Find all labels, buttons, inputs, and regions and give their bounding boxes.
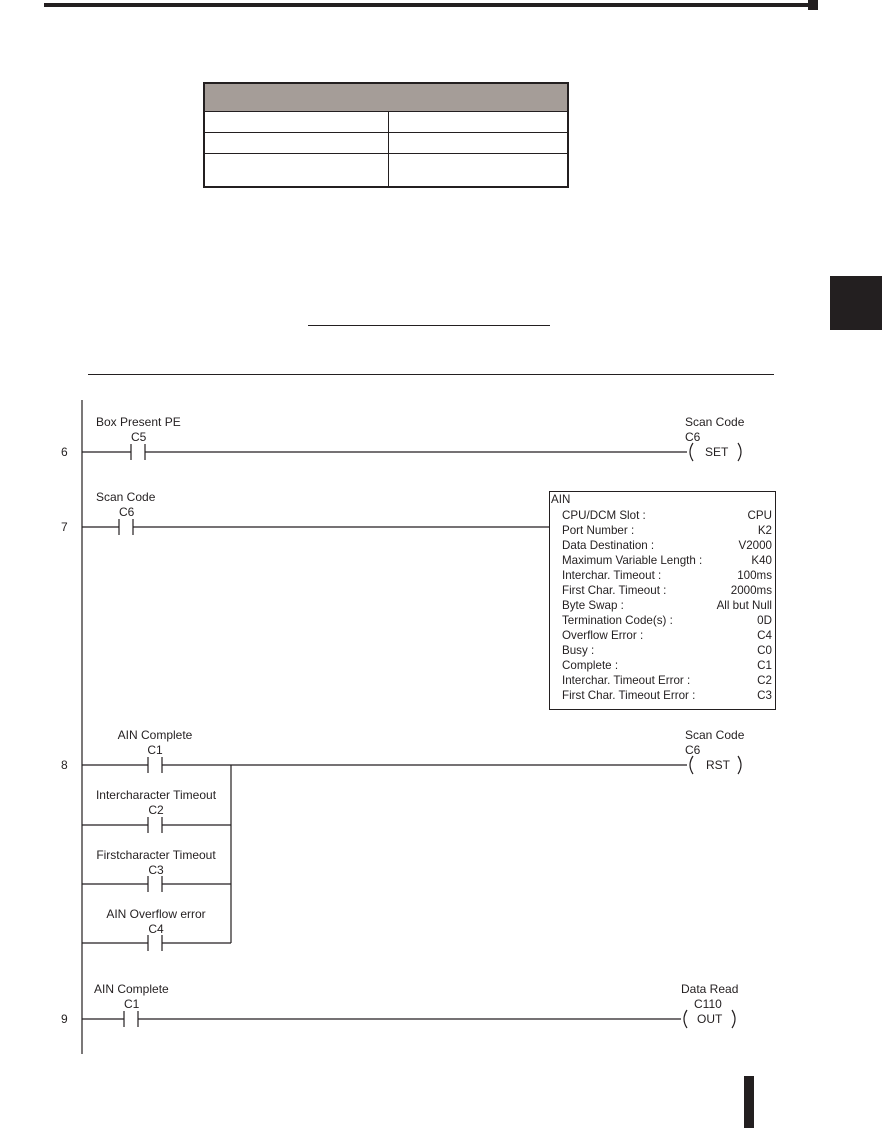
- contact-address: C4: [148, 922, 164, 936]
- ain-param-row: [562, 673, 772, 688]
- rung-number: 8: [61, 758, 68, 772]
- ain-param-row: [562, 658, 772, 673]
- ain-param-value: 2000ms: [730, 584, 772, 597]
- rung-number: 6: [61, 445, 68, 459]
- ain-param-label: Data Destination :: [562, 539, 655, 552]
- ain-param-value: K40: [751, 554, 772, 567]
- rung-number: 9: [61, 1012, 68, 1026]
- contact-address: C3: [148, 863, 164, 877]
- contact-label: Firstcharacter Timeout: [96, 848, 216, 862]
- ain-param-value: C4: [757, 629, 772, 642]
- ain-param-label: Byte Swap :: [562, 599, 624, 612]
- ain-param-value: C3: [757, 689, 772, 702]
- coil-label: Scan Code: [685, 415, 745, 429]
- coil-label: Scan Code: [685, 728, 745, 742]
- ain-param-label: Termination Code(s) :: [562, 614, 673, 627]
- contact-label: AIN Complete: [117, 728, 193, 742]
- ain-param-row: [562, 553, 772, 568]
- ain-param-label: Port Number :: [562, 524, 635, 537]
- ain-param-value: 100ms: [737, 569, 772, 582]
- contact-label: Scan Code: [96, 490, 156, 504]
- coil-rst: [690, 756, 693, 774]
- ain-param-value: CPU: [747, 509, 772, 522]
- coil-label: Data Read: [681, 982, 739, 996]
- coil-out: [684, 1010, 687, 1028]
- ain-param-value: V2000: [738, 539, 772, 552]
- ain-param-value: C0: [757, 644, 772, 657]
- contact-address: C5: [131, 430, 147, 444]
- ain-param-label: Complete :: [562, 659, 619, 672]
- ain-param-value: K2: [757, 524, 772, 537]
- contact-label: AIN Overflow error: [106, 907, 206, 921]
- ain-param-row: [562, 568, 772, 583]
- ain-param-label: Overflow Error :: [562, 629, 644, 642]
- ain-param-label: First Char. Timeout :: [562, 584, 667, 597]
- contact-address: C1: [124, 997, 140, 1011]
- ain-param-row: [562, 613, 772, 628]
- rung-number: 7: [61, 520, 68, 534]
- contact-label: Box Present PE: [96, 415, 181, 429]
- contact-address: C2: [148, 803, 164, 817]
- ain-param-value: 0D: [757, 614, 772, 627]
- contact-address: C6: [119, 505, 135, 519]
- coil-instruction: OUT: [697, 1012, 723, 1026]
- contact-address: C1: [147, 743, 163, 757]
- ain-param-row: [562, 628, 772, 643]
- ain-param-label: Maximum Variable Length :: [562, 554, 703, 567]
- coil-instruction: SET: [705, 445, 729, 459]
- coil-instruction: RST: [706, 758, 730, 772]
- ain-param-value: All but Null: [716, 599, 772, 612]
- ain-param-row: [562, 538, 772, 553]
- coil-address: C6: [685, 430, 701, 444]
- ain-param-value: C2: [757, 674, 772, 687]
- ain-param-row: [562, 508, 772, 523]
- ain-param-label: Busy :: [562, 644, 595, 657]
- contact-label: Intercharacter Timeout: [95, 788, 217, 802]
- ain-param-row: [562, 523, 772, 538]
- ain-param-row: [562, 598, 772, 613]
- coil-address: C110: [694, 997, 722, 1011]
- ain-title: AIN: [551, 493, 571, 506]
- coil-address: C6: [685, 743, 701, 757]
- ain-param-label: First Char. Timeout Error :: [562, 689, 696, 702]
- ain-param-value: C1: [757, 659, 772, 672]
- ain-param-row: [562, 583, 772, 598]
- ain-param-label: Interchar. Timeout :: [562, 569, 662, 582]
- ain-param-label: CPU/DCM Slot :: [562, 509, 646, 522]
- ain-param-row: [562, 688, 772, 703]
- contact-label: AIN Complete: [94, 982, 169, 996]
- ain-instruction-box: [549, 491, 776, 710]
- coil-set: [690, 443, 693, 461]
- ain-param-row: [562, 643, 772, 658]
- ain-param-label: Interchar. Timeout Error :: [562, 674, 691, 687]
